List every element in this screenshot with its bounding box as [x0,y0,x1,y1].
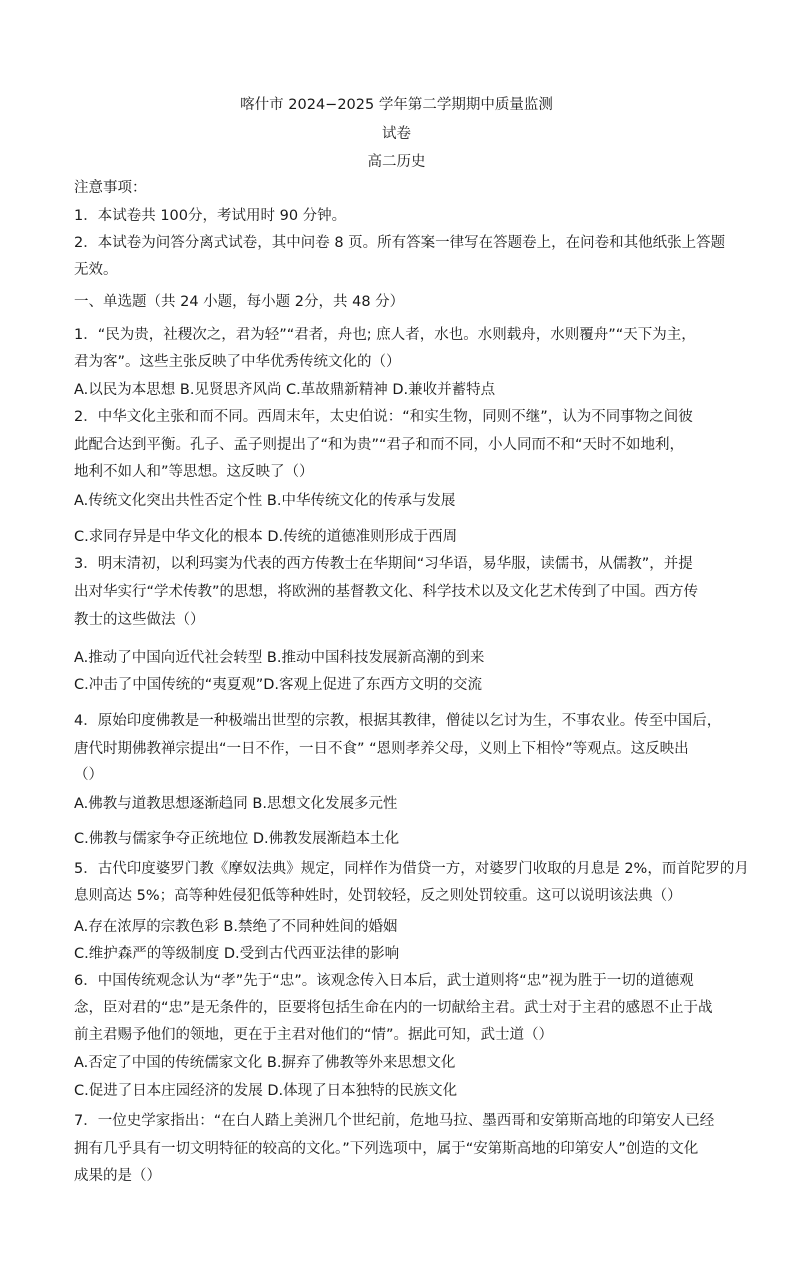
exam-subtitle: 试卷 [382,126,411,142]
question-text: 教士的这些做法（） [74,612,205,628]
question-text: 此配合达到平衡。孔子、孟子则提出了“和为贵”“君子和而不同，小人同而不和“天时不如地利， [74,437,685,453]
question-options: A.推动了中国向近代社会转型 B.推动中国科技发展新高潮的到来 [74,650,485,666]
question-text: 念，臣对君的“忠”是无条件的，臣要将包括生命在内的一切献给主君。武士对于主君的感恩不止于战 [74,1000,713,1016]
question-text: 7．一位史学家指出：“在白人踏上美洲几个世纪前，危地马拉、墨西哥和安第斯高地的印第安人已经 [74,1113,715,1129]
question-options: A.否定了中国的传统儒家文化 B.摒弃了佛教等外来思想文化 [74,1055,456,1071]
question-text: 6．中国传统观念认为“孝”先于“忠”。该观念传入日本后，武士道则将“忠”视为胜于一切的道德观 [74,973,694,989]
question-text: 3．明末清初，以利玛窦为代表的西方传教士在华期间“习华语，易华服，读儒书，从儒教”，并提 [74,556,693,572]
question-text: 4．原始印度佛教是一种极端出世型的宗教，根据其教律，僧徒以乞讨为生，不事农业。传至中国后， [74,713,722,729]
question-text: 拥有几乎具有一切文明特征的较高的文化。”下列选项中，属于“安第斯高地的印第安人”创造的文化 [74,1141,699,1157]
exam-title: 喀什市 2024−2025 学年第二学期期中质量监测 [240,97,553,113]
question-options: A.存在浓厚的宗教色彩 B.禁绝了不同种姓间的婚姻 [74,919,398,935]
notice-item: 2．本试卷为问答分离式试卷，其中问卷 8 页。所有答案一律写在答题卷上，在问卷和其他纸张上答题 [74,235,726,251]
question-text: 前主君赐予他们的领地，更在于主君对他们的“情”。据此可知，武士道（） [74,1027,554,1043]
question-text: 成果的是（） [74,1168,161,1184]
question-text: 5．古代印度婆罗门教《摩奴法典》规定，同样作为借贷一方，对婆罗门收取的月息是 2%，而首陀罗的月 [74,861,749,877]
question-text: 息则高达 5%；高等种姓侵犯低等种姓时，处罚较轻，反之则处罚较重。这可以说明该法典（） [74,888,682,904]
question-options: C.冲击了中国传统的“夷夏观”D.客观上促进了东西方文明的交流 [74,677,483,693]
question-options: C.佛教与儒家争夺正统地位 D.佛教发展渐趋本土化 [74,831,400,847]
question-options: C.促进了日本庄园经济的发展 D.体现了日本独特的民族文化 [74,1083,458,1099]
question-text: 唐代时期佛教禅宗提出“一日不作，一日不食” “恩则孝养父母，义则上下相怜”等观点。这反映出 [74,741,689,757]
question-options: C.维护森严的等级制度 D.受到古代西亚法律的影响 [74,946,400,962]
notice-item: 无效。 [74,262,118,278]
question-options: A.传统文化突出共性否定个性 B.中华传统文化的传承与发展 [74,493,456,509]
notice-heading: 注意事项： [74,180,147,196]
question-text: 1．“民为贵，社稷次之，君为轻”“君者，舟也; 庶人者，水也。水则载舟，水则覆舟”“天下为主， [74,327,696,343]
question-text: 出对华实行“学术传教”的思想，将欧洲的基督教文化、科学技术以及文化艺术传到了中国。西方传 [74,584,699,600]
exam-subject: 高二历史 [367,154,426,170]
question-options: C.求同存异是中华文化的根本 D.传统的道德准则形成于西周 [74,529,458,545]
question-text: （） [74,767,103,783]
question-text: 地利不如人和”等思想。这反映了（） [74,464,314,480]
question-options: A.以民为本思想 B.见贤思齐风尚 C.革故鼎新精神 D.兼收并蓄特点 [74,382,496,398]
notice-item: 1．本试卷共 100分，考试用时 90 分钟。 [74,208,347,224]
question-options: A.佛教与道教思想逐渐趋同 B.思想文化发展多元性 [74,796,398,812]
question-text: 2．中华文化主张和而不同。西周末年，太史伯说：“和实生物，同则不继”，认为不同事物之间彼 [74,409,693,425]
question-text: 君为客”。这些主张反映了中华优秀传统文化的（） [74,354,401,370]
section-heading: 一、单选题（共 24 小题，每小题 2分，共 48 分） [74,294,405,310]
